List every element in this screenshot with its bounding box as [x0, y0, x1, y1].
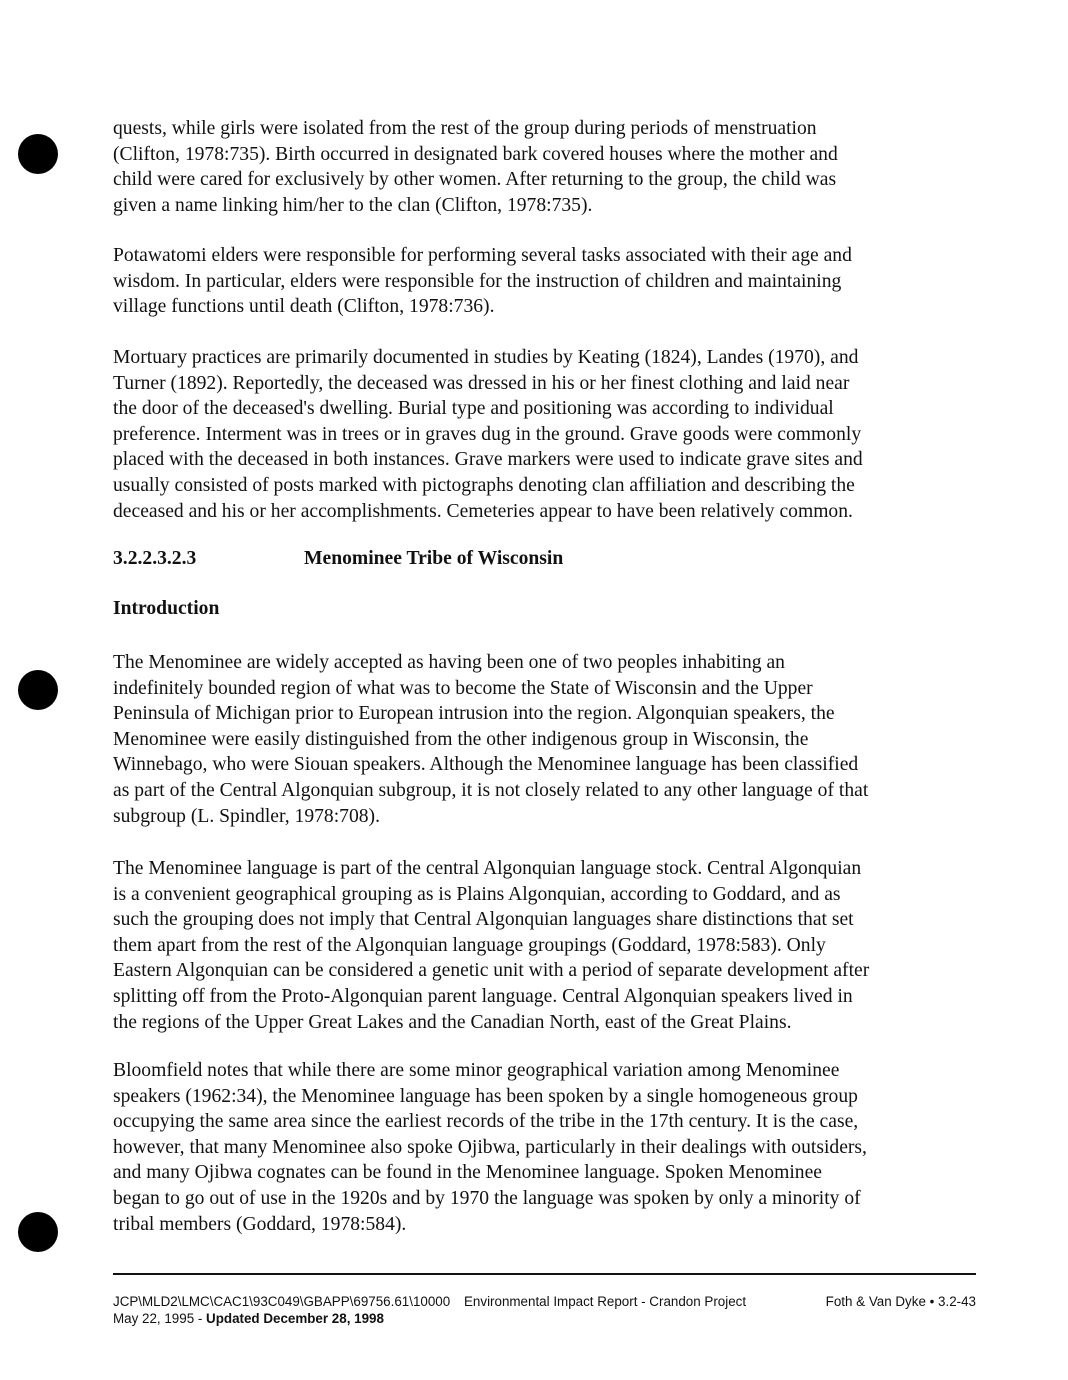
- text-line: The Menominee are widely accepted as having been one of two peoples inhabiting an: [113, 652, 785, 673]
- text-line: child were cared for exclusively by other women. After returning to the group, the child was: [113, 169, 837, 191]
- paragraph-elders: [113, 243, 943, 320]
- text-line: Menominee were easily distinguished from the other indigenous group in Wisconsin, the: [113, 728, 809, 750]
- footer-file-info: [113, 1293, 450, 1327]
- text-line: Bloomfield notes that while there are some minor geographical variation among Menominee: [113, 1060, 840, 1081]
- text-line: the door of the deceased's dwelling. Burial type and positioning was according to individual: [113, 398, 834, 420]
- text-line: tribal members (Goddard, 1978:584).: [113, 1213, 407, 1235]
- text-line: however, that many Menominee also spoke Ojibwa, particularly in their dealings with outsiders,: [113, 1136, 867, 1158]
- paragraph-menominee-language: [113, 856, 943, 1035]
- text-line: Eastern Algonquian can be considered a genetic unit with a period of separate development after: [113, 960, 870, 982]
- text-line: Winnebago, who were Siouan speakers. Although the Menominee language has been classified: [113, 754, 859, 776]
- paragraph-menominee-introduction: [113, 650, 943, 829]
- text-line: usually consisted of posts marked with pictographs denoting clan affiliation and describing the: [113, 474, 855, 496]
- footer-divider: [113, 1273, 976, 1275]
- punch-hole: [18, 670, 58, 710]
- paragraph-rites-of-passage: [113, 116, 943, 218]
- punch-hole: [18, 1212, 58, 1252]
- text-line: given a name linking him/her to the clan (Clifton, 1978:735).: [113, 194, 593, 216]
- text-line: Potawatomi elders were responsible for performing several tasks associated with their age and: [113, 245, 852, 266]
- paragraph-mortuary-practices: [113, 345, 943, 524]
- text-line: is a convenient geographical grouping as is Plains Algonquian, according to Goddard, and as: [113, 883, 841, 905]
- text-line: quests, while girls were isolated from the rest of the group during periods of menstruation: [113, 118, 817, 139]
- text-line: subgroup (L. Spindler, 1978:708).: [113, 805, 380, 827]
- text-line: began to go out of use in the 1920s and by 1970 the language was spoken by only a minority of: [113, 1187, 861, 1209]
- footer-original-date: May 22, 1995 -: [113, 1311, 207, 1326]
- footer-report-title: Environmental Impact Report - Crandon Project: [464, 1294, 747, 1309]
- text-line: placed with the deceased in both instances. Grave markers were used to indicate grave sites and: [113, 449, 863, 471]
- text-line: such the grouping does not imply that Central Algonquian languages share distinctions that set: [113, 909, 854, 931]
- text-line: indefinitely bounded region of what was to become the State of Wisconsin and the Upper: [113, 677, 813, 699]
- text-line: Peninsula of Michigan prior to European intrusion into the region. Algonquian speakers, the: [113, 703, 835, 725]
- text-line: splitting off from the Proto-Algonquian parent language. Central Algonquian speakers lived in: [113, 985, 853, 1007]
- text-line: the regions of the Upper Great Lakes and the Canadian North, east of the Great Plains.: [113, 1011, 792, 1033]
- text-line: as part of the Central Algonquian subgroup, it is not closely related to any other language of that: [113, 779, 869, 801]
- text-line: Mortuary practices are primarily documented in studies by Keating (1824), Landes (1970), and: [113, 347, 859, 368]
- subheading-introduction: Introduction: [113, 598, 220, 619]
- text-line: village functions until death (Clifton, 1978:736).: [113, 296, 495, 318]
- text-line: occupying the same area since the earliest records of the tribe in the 17th century. It is the case,: [113, 1111, 859, 1133]
- footer-page-number: Foth & Van Dyke • 3.2-43: [825, 1294, 976, 1309]
- paragraph-bloomfield: [113, 1058, 943, 1237]
- text-line: speakers (1962:34), the Menominee language has been spoken by a single homogeneous group: [113, 1085, 858, 1107]
- section-number: 3.2.2.3.2.3: [113, 548, 197, 569]
- text-line: wisdom. In particular, elders were responsible for the instruction of children and maintaining: [113, 270, 842, 292]
- text-line: The Menominee language is part of the central Algonquian language stock. Central Algonquian: [113, 858, 862, 879]
- punch-hole: [18, 134, 58, 174]
- text-line: deceased and his or her accomplishments. Cemeteries appear to have been relatively common.: [113, 500, 853, 522]
- section-title: Menominee Tribe of Wisconsin: [304, 548, 564, 569]
- footer-updated-date: Updated December 28, 1998: [206, 1311, 384, 1326]
- text-line: and many Ojibwa cognates can be found in the Menominee language. Spoken Menominee: [113, 1162, 822, 1184]
- text-line: Turner (1892). Reportedly, the deceased was dressed in his or her finest clothing and laid near: [113, 372, 850, 394]
- text-line: (Clifton, 1978:735). Birth occurred in designated bark covered houses where the mother and: [113, 143, 838, 165]
- footer-dates: [113, 1310, 450, 1327]
- text-line: preference. Interment was in trees or in graves dug in the ground. Grave goods were commonly: [113, 423, 862, 445]
- text-line: them apart from the rest of the Algonquian language groupings (Goddard, 1978:583). Only: [113, 934, 826, 956]
- footer-file-path: JCP\MLD2\LMC\CAC1\93C049\GBAPP\69756.61\10000: [113, 1294, 451, 1309]
